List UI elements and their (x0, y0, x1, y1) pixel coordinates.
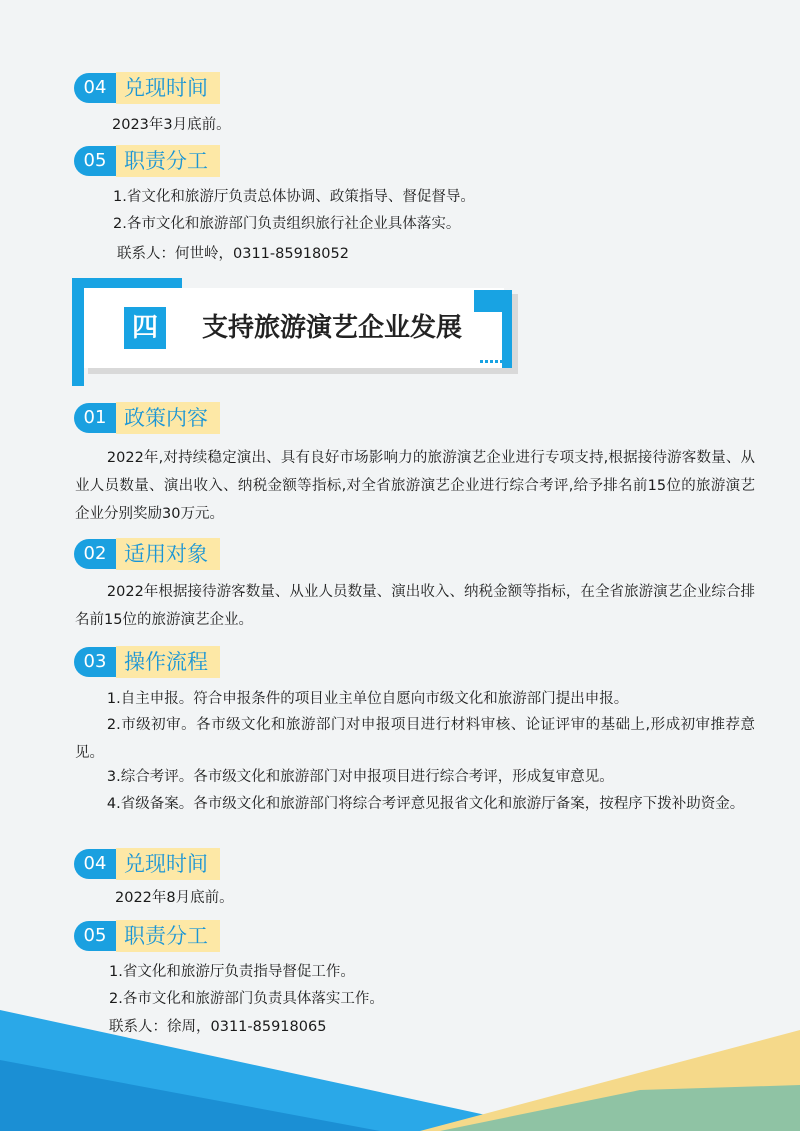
header-number: 01 (74, 403, 116, 433)
step-3: 3.综合考评。各市级文化和旅游部门对申报项目进行综合考评，形成复审意见。 (106, 769, 614, 785)
header-label: 兑现时间 (116, 848, 220, 880)
target-paragraph: 2022年根据接待游客数量、从业人员数量、演出收入、纳税金额等指标，在全省旅游演艺企业综合排名前15位的旅游演艺企业。 (75, 584, 755, 628)
header-label: 适用对象 (116, 538, 220, 570)
step-1: 1.自主申报。符合申报条件的项目业主单位自愿向市级文化和旅游部门提出申报。 (106, 691, 629, 707)
header-label: 职责分工 (116, 145, 220, 177)
step-4: 4.省级备案。各市级文化和旅游部门将综合考评意见报省文化和旅游厅备案，按程序下拨补助资金。 (106, 796, 745, 812)
header-number: 03 (74, 647, 116, 677)
header-label: 兑现时间 (116, 72, 220, 104)
duty-line-2: 2.各市文化和旅游部门负责具体落实工作。 (109, 991, 384, 1007)
duty-line-2-a: 2.各市文化和旅游部门负责组织旅行社企业具体落实。 (113, 216, 461, 232)
duty-line-1-a: 1.省文化和旅游厅负责总体协调、政策指导、督促督导。 (113, 189, 475, 205)
header-number: 04 (74, 73, 116, 103)
time-text-a: 2023年3月底前。 (112, 117, 231, 133)
header-number: 02 (74, 539, 116, 569)
header-number: 05 (74, 921, 116, 951)
duty-line-1: 1.省文化和旅游厅负责指导督促工作。 (109, 964, 355, 980)
step-2: 2.市级初审。各市级文化和旅游部门对申报项目进行材料审核、论证评审的基础上,形成初审推荐意见。 (75, 717, 755, 761)
section-number: 四 (124, 307, 166, 349)
header-label: 操作流程 (116, 646, 220, 678)
time-text: 2022年8月底前。 (115, 890, 234, 906)
contact-a: 联系人：何世岭，0311-85918052 (117, 246, 349, 262)
policy-paragraph: 2022年,对持续稳定演出、具有良好市场影响力的旅游演艺企业进行专项支持,根据接待游客数量、从业人员数量、演出收入、纳税金额等指标,对全省旅游演艺企业进行综合考评,给予排名前15位的旅游演艺企业分别奖励30万元。 (75, 450, 755, 522)
header-number: 05 (74, 146, 116, 176)
header-number: 04 (74, 849, 116, 879)
header-label: 政策内容 (116, 402, 220, 434)
contact: 联系人：徐周，0311-85918065 (109, 1019, 327, 1035)
section-title: 支持旅游演艺企业发展 (202, 313, 463, 343)
header-label: 职责分工 (116, 920, 220, 952)
